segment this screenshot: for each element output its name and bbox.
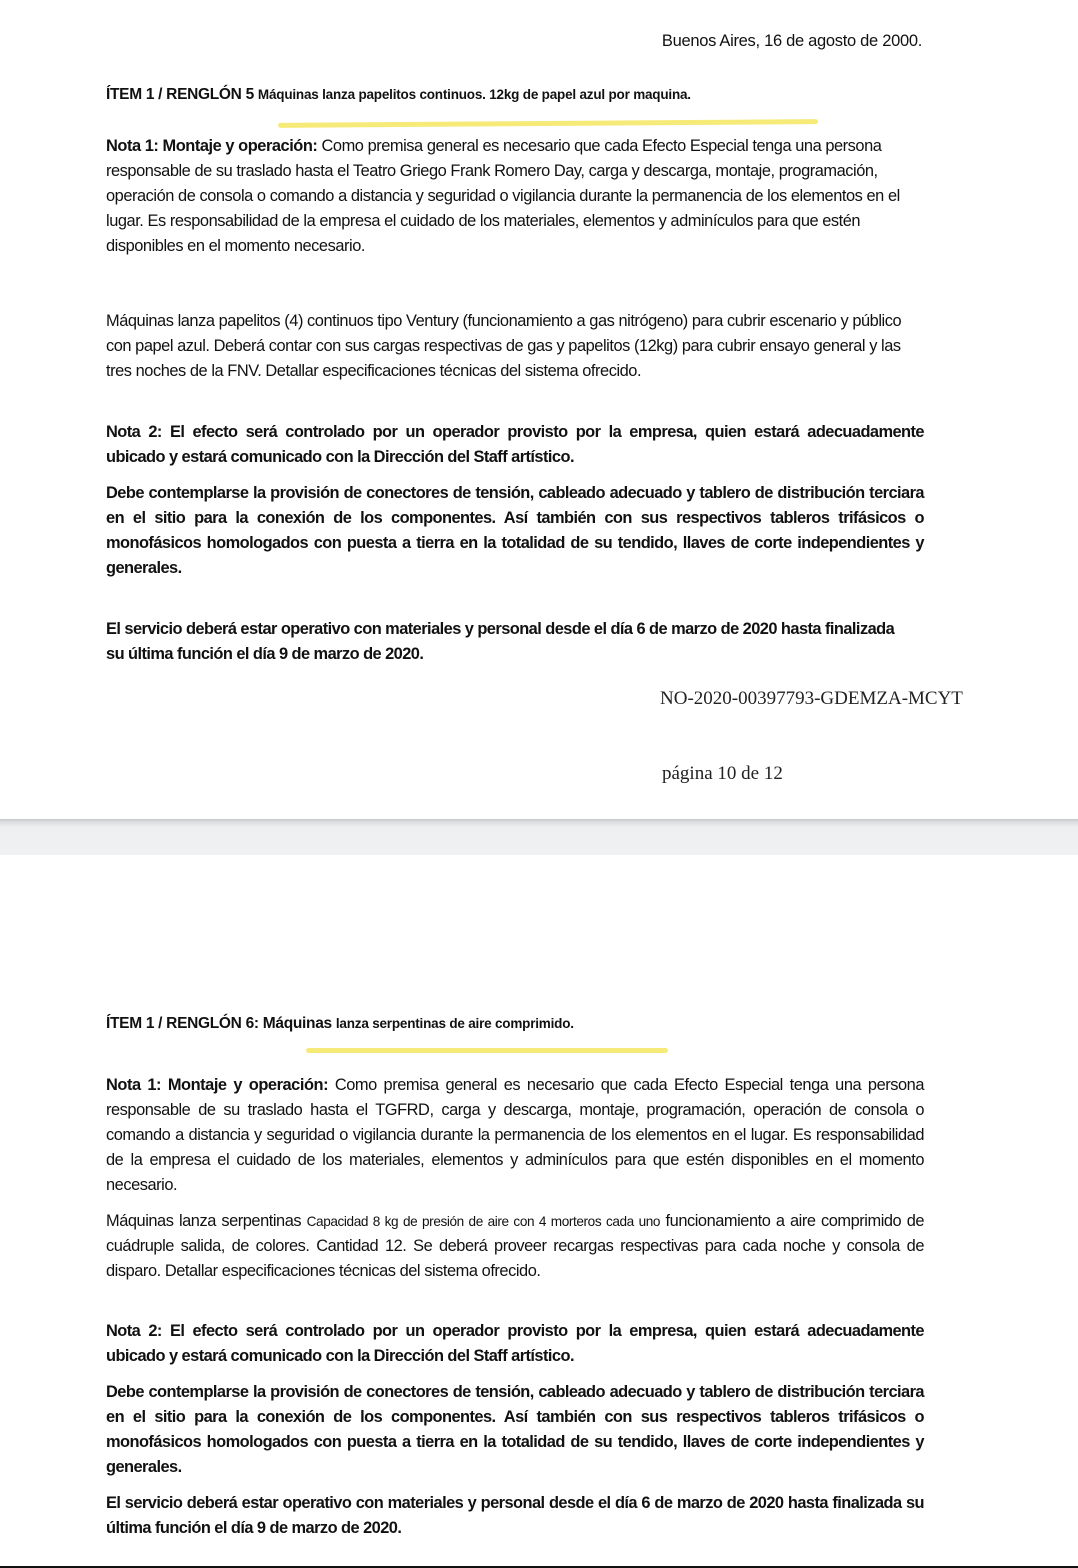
service-paragraph: El servicio deberá estar operativo con materiales y personal desde el día 6 de marzo de 2020 hasta finalizada su última función el día 9 de marzo de 2020. bbox=[106, 620, 895, 663]
item-title-renglon-5 bbox=[106, 86, 691, 104]
nota-1-label: Nota 1: Montaje y operación: bbox=[106, 137, 318, 155]
document-id: NO-2020-00397793-GDEMZA-MCYT bbox=[660, 688, 963, 709]
description-start: Máquinas lanza serpentinas bbox=[106, 1212, 302, 1230]
connectors-paragraph: Debe contemplarse la provisión de conectores de tensión, cableado adecuado y tablero de distribución terciara en el sitio para la conexión de los componentes. Así también con sus respectivos tableros trifásicos o monofásicos homologados con puesta a tierra en la totalidad de su tendido, llaves de corte independientes y generales. bbox=[106, 1383, 924, 1476]
service-paragraph: El servicio deberá estar operativo con materiales y personal desde el día 6 de marzo de 2020 hasta finalizada su última función el día 9 de marzo de 2020. bbox=[106, 1494, 924, 1537]
nota-1-paragraph bbox=[106, 1073, 924, 1198]
connectors-paragraph: Debe contemplarse la provisión de conectores de tensión, cableado adecuado y tablero de distribución terciara en el sitio para la conexión de los componentes. Así también con sus respectivos tableros trifásicos o monofásicos homologados con puesta a tierra en la totalidad de su tendido, llaves de corte independientes y generales. bbox=[106, 484, 924, 577]
nota-1-label: Nota 1: Montaje y operación: bbox=[106, 1076, 329, 1094]
item-title-prefix: ÍTEM 1 / RENGLÓN 6: Máquinas bbox=[106, 1015, 332, 1032]
document-page-11 bbox=[0, 855, 1078, 1568]
description-end: funcionamiento a aire comprimido de cuádruple salida, de colores. Cantidad 12. Se deberá proveer recargas respectivas para cada noche y consola de disparo. Detallar especificaciones técnicas del sistema ofrecido. bbox=[106, 1212, 925, 1280]
item-title-prefix: ÍTEM 1 / RENGLÓN 5 bbox=[106, 86, 254, 103]
description-capacity: Capacidad 8 kg de presión de aire con 4 morteros cada uno bbox=[306, 1214, 661, 1229]
highlight-underline bbox=[306, 1048, 668, 1053]
nota-2-paragraph: Nota 2: El efecto será controlado por un operador provisto por la empresa, quien estará adecuadamente ubicado y estará comunicado con la Dirección del Staff artístico. bbox=[106, 423, 924, 466]
page-separator bbox=[0, 819, 1078, 855]
nota-1-text: Como premisa general es necesario que cada Efecto Especial tenga una persona responsable de su traslado hasta el TGFRD, carga y descarga, montaje, programación, operación de consola o comando a distancia y seguridad o vigilancia durante la permanencia de los elementos en el lugar. Es responsabilidad de la empresa el cuidado de los materiales, elementos y adminículos para que estén disponibles en el momento necesario. bbox=[106, 1076, 925, 1194]
document-date: Buenos Aires, 16 de agosto de 2000. bbox=[661, 32, 922, 50]
item-title-description: lanza serpentinas de aire comprimido. bbox=[335, 1016, 574, 1031]
description-paragraph bbox=[106, 1209, 924, 1284]
nota-1-text: Como premisa general es necesario que cada Efecto Especial tenga una persona responsable de su traslado hasta el Teatro Griego Frank Romero Day, carga y descarga, montaje, programación, operación de consola o comando a distancia y seguridad o vigilancia durante la permanencia de los elementos en el lugar. Es responsabilidad de la empresa el cuidado de los materiales, elementos y adminículos para que estén disponibles en el momento necesario. bbox=[106, 137, 900, 255]
nota-2-paragraph: Nota 2: El efecto será controlado por un operador provisto por la empresa, quien estará adecuadamente ubicado y estará comunicado con la Dirección del Staff artístico. bbox=[106, 1322, 924, 1365]
page-number: página 10 de 12 bbox=[662, 763, 783, 784]
item-title-renglon-6 bbox=[106, 1015, 574, 1033]
highlight-underline bbox=[278, 119, 818, 128]
nota-1-paragraph bbox=[106, 134, 924, 259]
item-title-description: Máquinas lanza papelitos continuos. 12kg de papel azul por maquina. bbox=[257, 87, 691, 102]
description-paragraph: Máquinas lanza papelitos (4) continuos tipo Ventury (funcionamiento a gas nitrógeno) para cubrir escenario y público con papel azul. Deberá contar con sus cargas respectivas de gas y papelitos (12kg) para cubrir ensayo general y las tres noches de la FNV. Detallar especificaciones técnicas del sistema ofrecido. bbox=[106, 312, 902, 380]
